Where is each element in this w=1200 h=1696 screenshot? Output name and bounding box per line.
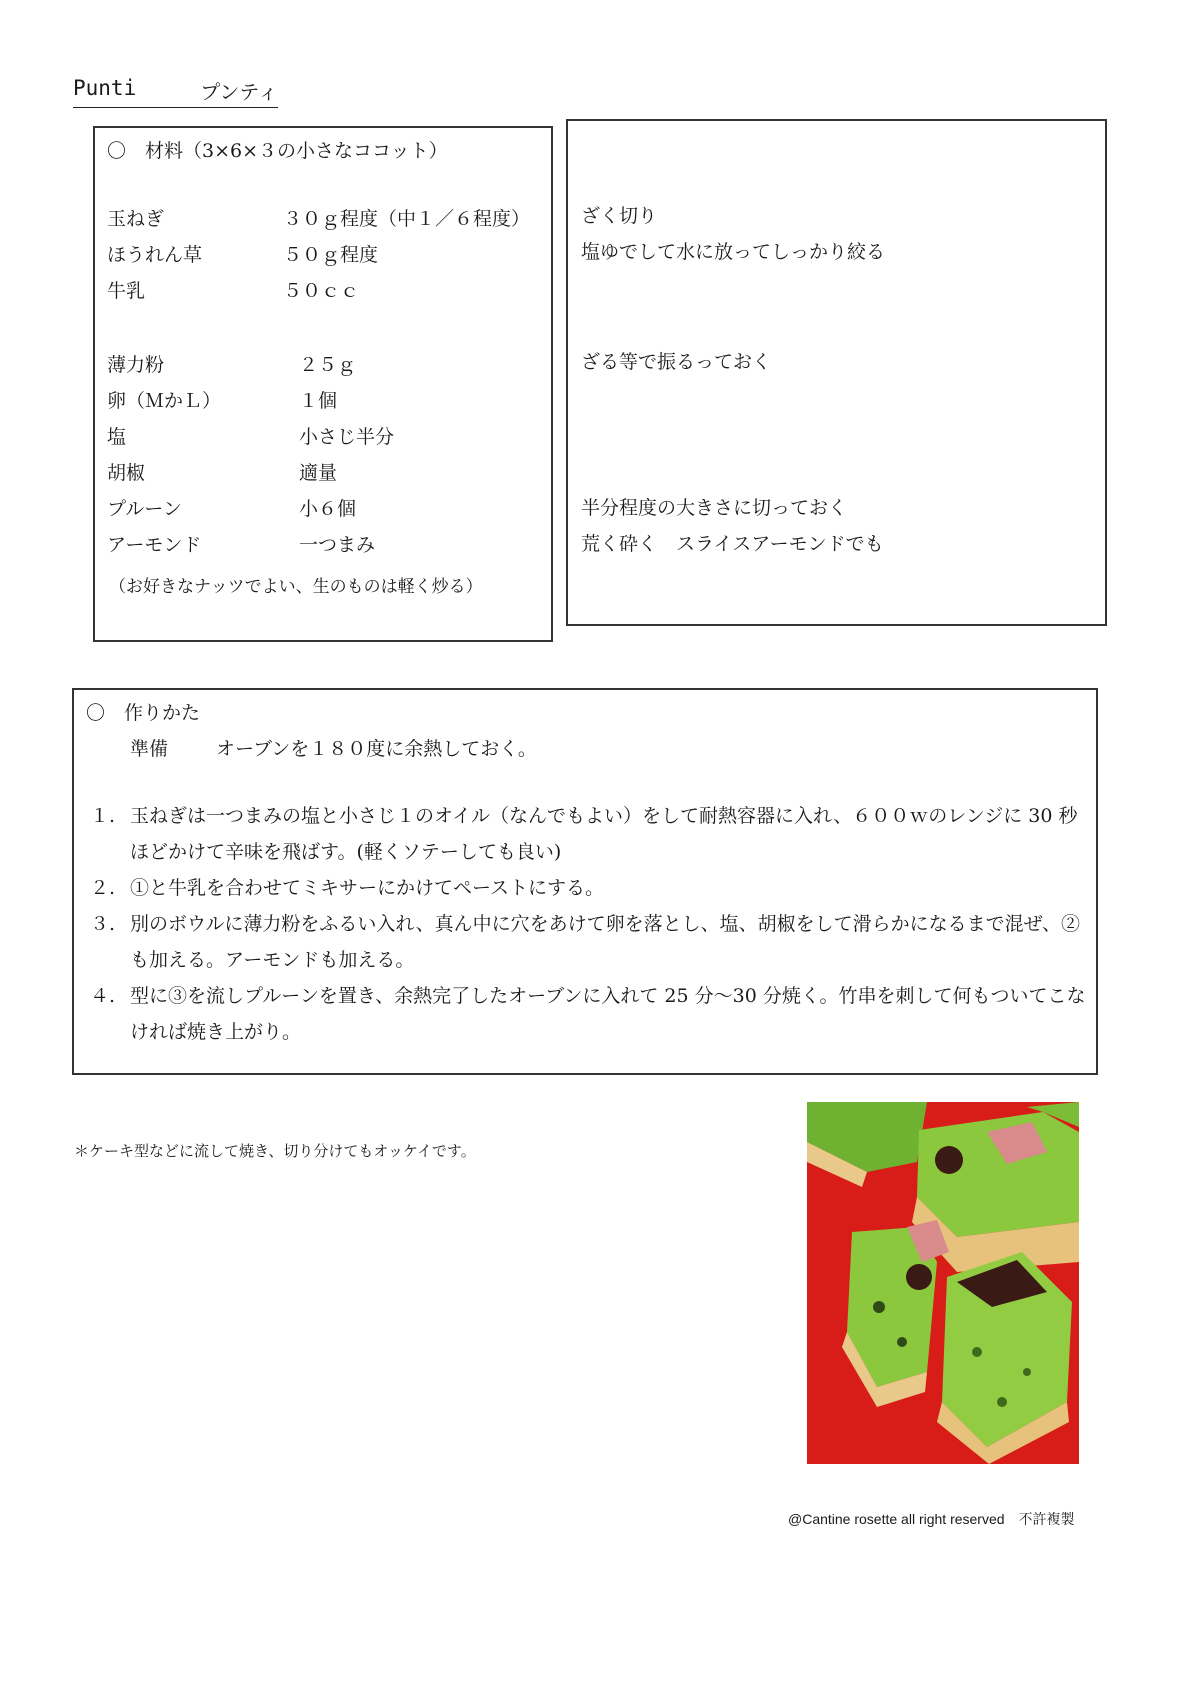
ingredient-qty: 小６個: [299, 498, 357, 520]
ingredient-qty: ２５ｇ: [299, 354, 357, 376]
ingredient-nut-note: （お好きなナッツでよい、生のものは軽く炒る）: [109, 577, 483, 597]
copyright-notice: @Cantine rosette all right reserved 不許複製: [788, 1511, 1075, 1527]
prep-note: ざく切り: [581, 205, 658, 227]
punti-photo-illustration: [807, 1102, 1079, 1464]
ingredient-qty: 小さじ半分: [299, 426, 395, 448]
ingredient-name: プルーン: [107, 498, 182, 520]
ingredient-name: 胡椒: [107, 462, 146, 484]
ingredient-qty: ３０ｇ程度（中１／６程度）: [283, 208, 531, 230]
step-text: 玉ねぎは一つまみの塩と小さじ１のオイル（なんでもよい）をして耐熱容器に入れ、６００ｗのレンジに 30 秒ほどかけて辛味を飛ばす。(軽くソテーしても良い): [130, 805, 1078, 863]
step-number: １.: [90, 805, 116, 827]
prep-label: 準備: [130, 738, 169, 760]
ingredient-name: 卵（ＭかＬ）: [107, 390, 222, 412]
step-number: ２.: [90, 877, 116, 899]
ingredients-box: [93, 126, 553, 642]
prep-text: オーブンを１８０度に余熱しておく。: [216, 738, 537, 760]
recipe-title-jp: プンティ: [200, 80, 278, 104]
method-step: [90, 798, 1090, 870]
ingredient-name: アーモンド: [107, 534, 202, 556]
ingredient-qty: ５０ｃｃ: [283, 280, 360, 302]
ingredient-name: 玉ねぎ: [107, 208, 165, 230]
recipe-title-en: Punti: [73, 76, 137, 100]
method-prep: [130, 734, 537, 761]
method-step: [90, 870, 1090, 906]
ingredient-qty: 適量: [299, 462, 338, 484]
prep-note: 半分程度の大きさに切っておく: [581, 497, 848, 519]
step-number: ３.: [90, 913, 116, 935]
ingredient-name: ほうれん草: [107, 244, 203, 266]
punti-photo: [807, 1102, 1079, 1464]
method-step: [90, 978, 1090, 1050]
method-step: [90, 906, 1090, 978]
ingredient-qty: 一つまみ: [299, 534, 376, 556]
prep-note: ざる等で振るっておく: [581, 351, 772, 373]
ingredient-name: 薄力粉: [107, 354, 165, 376]
ingredient-qty: １個: [299, 390, 338, 412]
prep-note: 荒く砕く スライスアーモンドでも: [581, 533, 884, 555]
ingredient-name: 塩: [107, 426, 127, 448]
step-text: ①と牛乳を合わせてミキサーにかけてペーストにする。: [130, 877, 605, 899]
step-text: 型に③を流しプルーンを置き、余熱完了したオーブンに入れて 25 分〜30 分焼く。竹串を刺して何もついてこなければ焼き上がり。: [130, 985, 1086, 1043]
step-number: ４.: [90, 985, 116, 1007]
prep-notes-box: [566, 119, 1107, 626]
prep-note: 塩ゆでして水に放ってしっかり絞る: [581, 241, 886, 263]
step-text: 別のボウルに薄力粉をふるい入れ、真ん中に穴をあけて卵を落とし、塩、胡椒をして滑らかになるまで混ぜ、②も加える。アーモンドも加える。: [130, 913, 1081, 971]
ingredients-heading: 〇 材料（3×6×３の小さなココット）: [107, 140, 448, 162]
footnote: ＊ケーキ型などに流して焼き、切り分けてもオッケイです。: [74, 1142, 476, 1160]
recipe-title: [73, 76, 278, 108]
method-box: [72, 688, 1098, 1075]
method-heading: 〇 作りかた: [86, 702, 201, 724]
ingredient-qty: ５０ｇ程度: [283, 244, 379, 266]
ingredient-name: 牛乳: [107, 280, 146, 302]
